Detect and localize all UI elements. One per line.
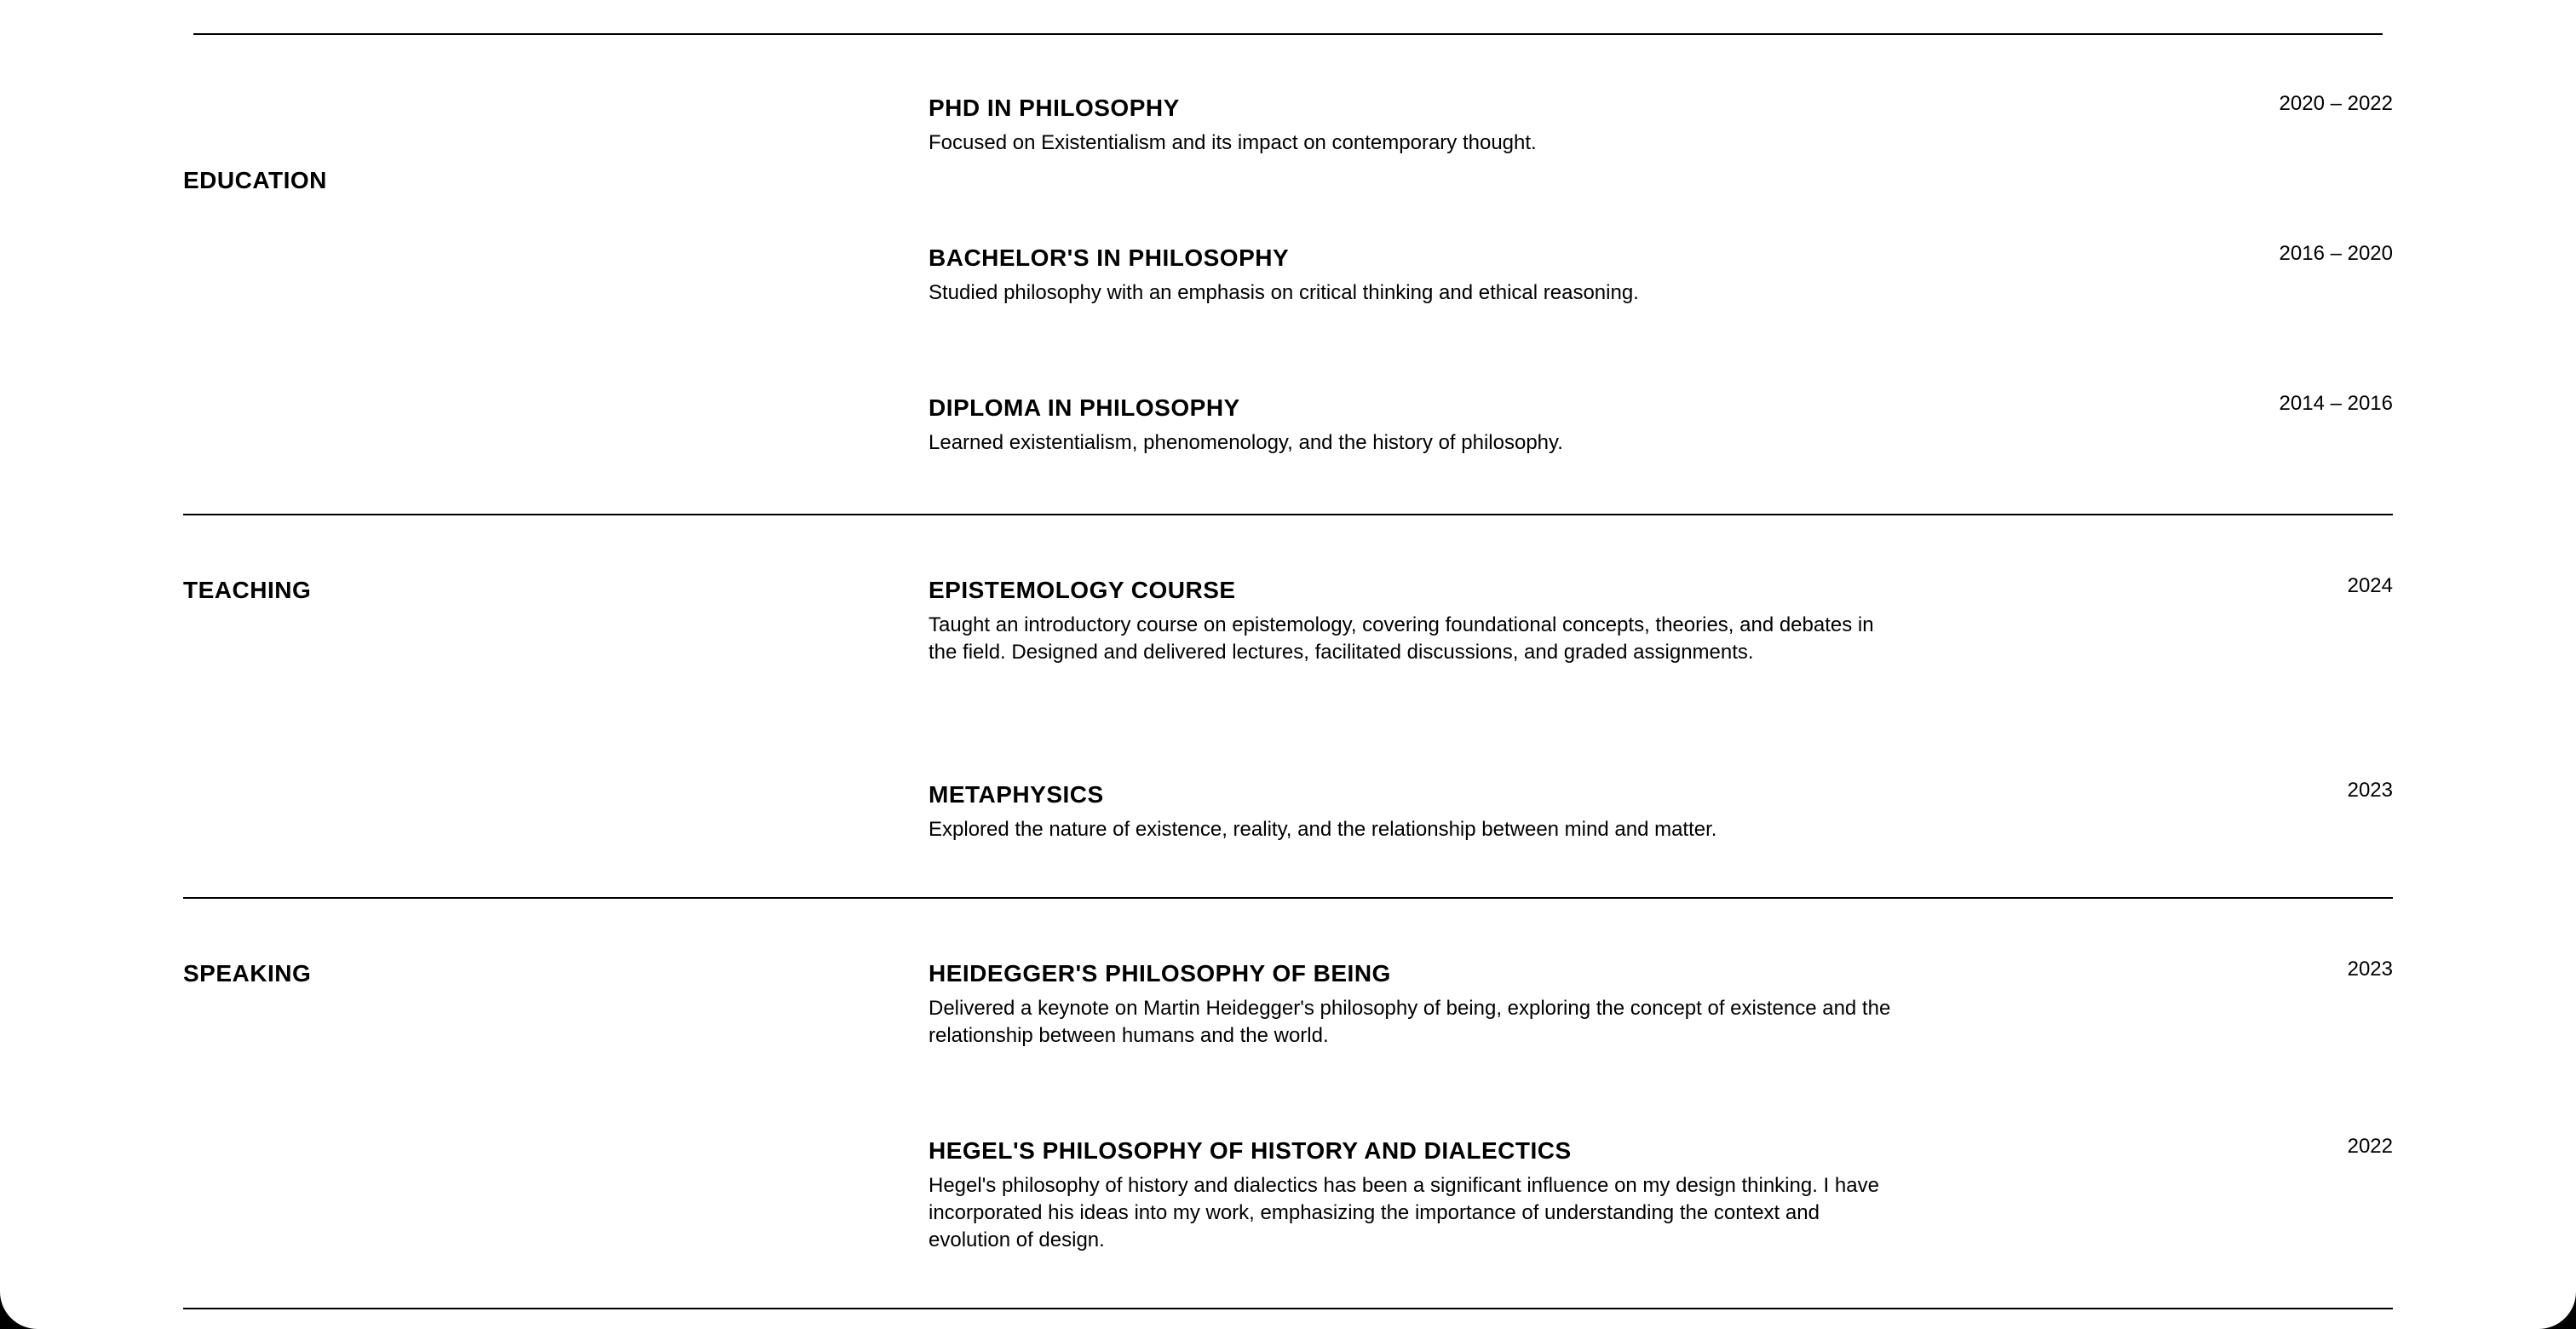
speaking-entries (929, 899, 2393, 1254)
section-education (183, 35, 2393, 515)
entry-title: EPISTEMOLOGY COURSE (929, 577, 1236, 603)
entry-epistemology (929, 576, 2393, 780)
section-title-speaking: SPEAKING (183, 960, 312, 987)
resume-sections (183, 35, 2393, 1309)
entry-title: HEIDEGGER'S PHILOSOPHY OF BEING (929, 960, 1391, 987)
entry-hegel (929, 1136, 2393, 1254)
entry-title: HEGEL'S PHILOSOPHY OF HISTORY AND DIALECTICS (929, 1137, 1572, 1164)
entry-title: DIPLOMA IN PHILOSOPHY (929, 394, 1240, 421)
education-entries (929, 35, 2393, 544)
entry-title: BACHELOR'S IN PHILOSOPHY (929, 245, 1290, 271)
entry-date: 2022 (2347, 1135, 2393, 1158)
entry-description: Studied philosophy with an emphasis on critical thinking and ethical reasoning. (929, 281, 1639, 304)
entry-description: Taught an introductory course on epistemology, covering foundational concepts, theories, and debates in the field. Designed and delivered lectures, facilitated discussions, and graded assignments. (929, 613, 1874, 664)
entry-description: Learned existentialism, phenomenology, and the history of philosophy. (929, 431, 1563, 454)
section-speaking (183, 899, 2393, 1309)
entry-description: Delivered a keynote on Martin Heidegger's philosophy of being, exploring the concept of existence and the relationship between humans and the world. (929, 997, 1891, 1047)
entry-description: Explored the nature of existence, reality, and the relationship between mind and matter. (929, 818, 1717, 841)
entry-description: Hegel's philosophy of history and dialectics has been a significant influence on my design thinking. I have incorporated his ideas into my work, emphasizing the importance of understanding the context and evolution of design. (929, 1174, 1879, 1251)
entry-title: PHD IN PHILOSOPHY (929, 95, 1180, 121)
entry-date: 2023 (2347, 779, 2393, 802)
entry-title: METAPHYSICS (929, 781, 1104, 808)
entry-date: 2024 (2347, 574, 2393, 597)
entry-bachelors (929, 244, 2393, 394)
entry-description: Focused on Existentialism and its impact on contemporary thought. (929, 131, 1537, 154)
entry-phd (929, 94, 2393, 244)
entry-heidegger (929, 959, 2393, 1136)
teaching-entries (929, 515, 2393, 843)
entry-date: 2016 – 2020 (2279, 242, 2393, 265)
section-title-teaching: TEACHING (183, 577, 312, 603)
section-teaching (183, 515, 2393, 899)
entry-date: 2014 – 2016 (2279, 392, 2393, 415)
entry-date: 2020 – 2022 (2279, 92, 2393, 115)
entry-date: 2023 (2347, 958, 2393, 981)
entry-metaphysics (929, 780, 2393, 843)
section-title-education: EDUCATION (183, 167, 327, 193)
